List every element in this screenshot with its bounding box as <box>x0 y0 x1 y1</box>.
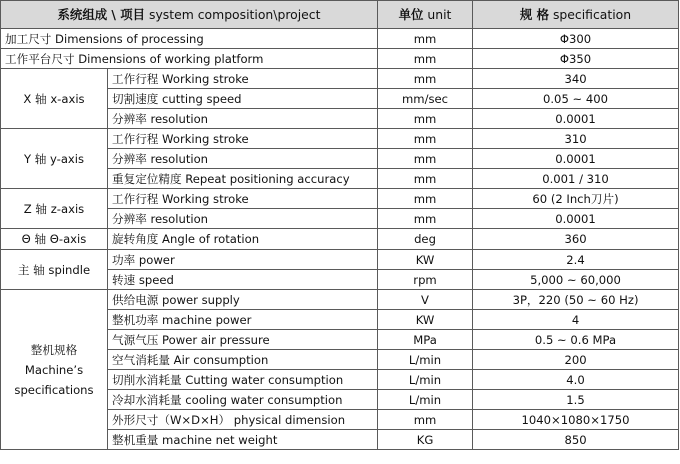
row-spec: 340 <box>473 69 679 89</box>
row-unit: mm <box>378 129 473 149</box>
machine-label-cn: 整机规格 <box>30 342 78 357</box>
row-spec: 0.0001 <box>473 149 679 169</box>
row-name: 转速 speed <box>108 270 378 290</box>
header-spec-cn: 规 格 <box>519 6 550 22</box>
group-label-theta-axis: Θ 轴 Θ-axis <box>1 229 108 250</box>
row-name: 气源气压 Power air pressure <box>108 330 378 350</box>
row-spec: 0.001 / 310 <box>473 169 679 189</box>
row-unit: rpm <box>378 270 473 290</box>
row-unit: mm <box>378 49 473 69</box>
row-unit: KW <box>378 310 473 330</box>
row-spec: 0.05 ~ 400 <box>473 89 679 109</box>
row-unit: KG <box>378 430 473 450</box>
row-spec: Φ300 <box>473 29 679 49</box>
group-label-z-axis: Z 轴 z-axis <box>1 189 108 229</box>
row-spec: Φ350 <box>473 49 679 69</box>
row-name: 加工尺寸 Dimensions of processing <box>1 29 378 49</box>
row-spec: 0.5 ~ 0.6 MPa <box>473 330 679 350</box>
row-name: 分辨率 resolution <box>108 149 378 169</box>
table-row <box>1 229 679 250</box>
row-name: 工作行程 Working stroke <box>108 69 378 89</box>
row-spec: 4.0 <box>473 370 679 390</box>
table-row <box>1 189 679 209</box>
table-row <box>1 69 679 89</box>
header-unit-cn: 单位 <box>398 6 424 22</box>
table-row <box>1 290 679 310</box>
header-composition-cn: 系统组成 \ 项目 <box>57 6 146 22</box>
row-name: 整机功率 machine power <box>108 310 378 330</box>
row-unit: KW <box>378 250 473 270</box>
row-spec: 5,000 ~ 60,000 <box>473 270 679 290</box>
row-spec: 1040×1080×1750 <box>473 410 679 430</box>
row-unit: L/min <box>378 370 473 390</box>
row-unit: MPa <box>378 330 473 350</box>
row-name: 旋转角度 Angle of rotation <box>108 229 378 250</box>
table-row <box>1 250 679 270</box>
table-row <box>1 129 679 149</box>
row-name: 分辨率 resolution <box>108 209 378 229</box>
table-row <box>1 29 679 49</box>
row-spec: 3P，220 (50 ~ 60 Hz) <box>473 290 679 310</box>
row-unit: mm <box>378 29 473 49</box>
row-name: 分辨率 resolution <box>108 109 378 129</box>
row-spec: 4 <box>473 310 679 330</box>
group-label-x-axis: X 轴 x-axis <box>1 69 108 129</box>
machine-label-en-1: Machine’s <box>24 362 84 377</box>
header-row <box>1 1 679 29</box>
row-unit: mm <box>378 109 473 129</box>
group-label-spindle: 主 轴 spindle <box>1 250 108 290</box>
row-name: 外形尺寸（W×D×H） physical dimension <box>108 410 378 430</box>
group-label-machine <box>1 290 108 450</box>
row-unit: L/min <box>378 390 473 410</box>
row-spec: 850 <box>473 430 679 450</box>
row-name: 冷却水消耗量 cooling water consumption <box>108 390 378 410</box>
row-unit: mm <box>378 69 473 89</box>
table-row <box>1 49 679 69</box>
row-spec: 60 (2 Inch刀片) <box>473 189 679 209</box>
row-spec: 2.4 <box>473 250 679 270</box>
header-spec-en: specification <box>552 6 632 22</box>
row-spec: 310 <box>473 129 679 149</box>
row-name: 供给电源 power supply <box>108 290 378 310</box>
machine-label-en-2: specifications <box>14 382 94 397</box>
header-spec <box>473 1 679 29</box>
header-unit-en: unit <box>427 6 452 22</box>
row-name: 工作平台尺寸 Dimensions of working platform <box>1 49 378 69</box>
row-name: 工作行程 Working stroke <box>108 189 378 209</box>
row-name: 切割速度 cutting speed <box>108 89 378 109</box>
group-label-y-axis: Y 轴 y-axis <box>1 129 108 189</box>
row-unit: L/min <box>378 350 473 370</box>
row-spec: 0.0001 <box>473 109 679 129</box>
row-unit: V <box>378 290 473 310</box>
row-unit: mm/sec <box>378 89 473 109</box>
row-name: 功率 power <box>108 250 378 270</box>
row-unit: mm <box>378 410 473 430</box>
header-composition-en: system composition\project <box>149 6 321 22</box>
row-name: 重复定位精度 Repeat positioning accuracy <box>108 169 378 189</box>
row-spec: 200 <box>473 350 679 370</box>
row-unit: mm <box>378 209 473 229</box>
row-spec: 0.0001 <box>473 209 679 229</box>
header-composition <box>1 1 378 29</box>
row-spec: 360 <box>473 229 679 250</box>
row-unit: mm <box>378 149 473 169</box>
row-spec: 1.5 <box>473 390 679 410</box>
header-unit <box>378 1 473 29</box>
row-unit: mm <box>378 189 473 209</box>
row-unit: deg <box>378 229 473 250</box>
row-name: 空气消耗量 Air consumption <box>108 350 378 370</box>
row-name: 切削水消耗量 Cutting water consumption <box>108 370 378 390</box>
row-unit: mm <box>378 169 473 189</box>
row-name: 整机重量 machine net weight <box>108 430 378 450</box>
row-name: 工作行程 Working stroke <box>108 129 378 149</box>
